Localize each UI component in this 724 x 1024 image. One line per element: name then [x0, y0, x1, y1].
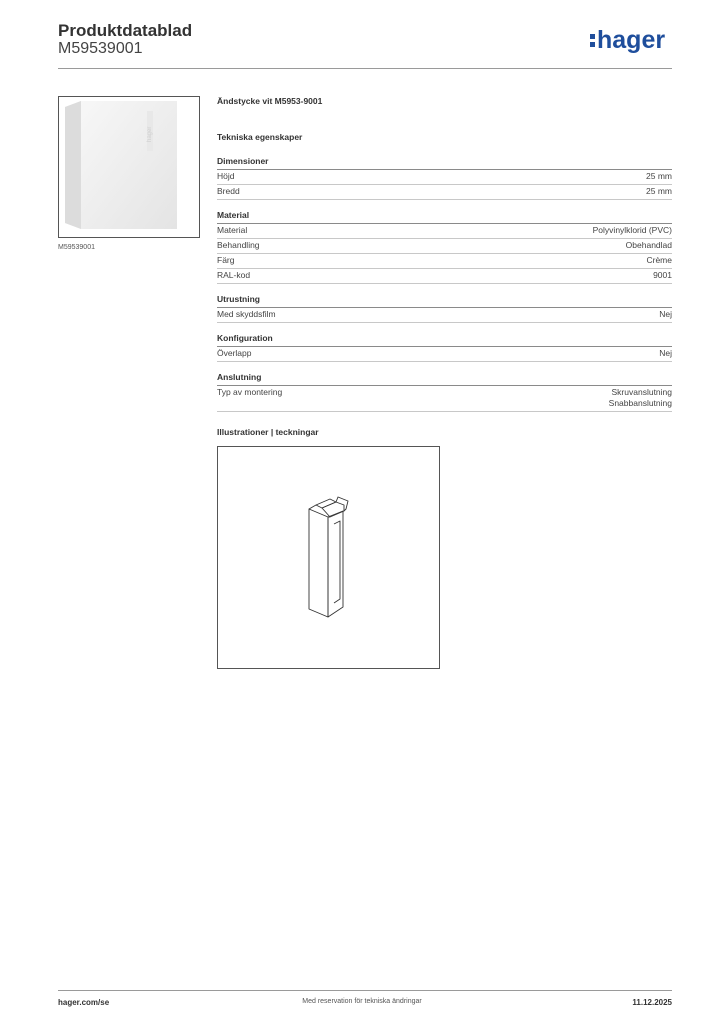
product-number: M59539001: [58, 40, 143, 57]
spec-row: [217, 254, 672, 269]
spec-value: [659, 348, 672, 359]
spec-value: [653, 270, 672, 281]
spec-row: [217, 224, 672, 239]
spec-column: [217, 96, 672, 412]
spec-value-line: Skruvanslutning: [611, 387, 672, 397]
spec-value-line: Nej: [659, 348, 672, 358]
product-image-caption: M59539001: [58, 244, 95, 251]
spec-label: Bredd: [217, 186, 240, 196]
spec-value: [609, 387, 672, 409]
spec-value: [593, 225, 672, 236]
footer-note: Med reservation för tekniska ändringar: [302, 998, 422, 1005]
illustration-drawing: [217, 446, 440, 669]
spec-value-line: Snabbanslutning: [608, 398, 672, 408]
spec-value-line: 9001: [653, 270, 672, 280]
footer-website[interactable]: hager.com/se: [58, 998, 110, 1007]
hager-logo: [590, 26, 665, 55]
spec-row: [217, 185, 672, 200]
spec-value: [646, 171, 672, 182]
spec-section: [217, 372, 672, 412]
footer-date: 11.12.2025: [632, 998, 672, 1007]
end-cap-drawing-icon: [218, 447, 439, 668]
product-image: [58, 96, 200, 238]
spec-row: [217, 239, 672, 254]
footer-divider: [58, 990, 672, 991]
tech-properties-heading: Tekniska egenskaper: [217, 132, 303, 142]
spec-section: [217, 156, 672, 200]
page-title: Produktdatablad: [58, 21, 193, 40]
spec-label: Typ av montering: [217, 387, 283, 397]
svg-text:hager: hager: [147, 126, 153, 142]
spec-label: Med skyddsfilm: [217, 309, 276, 319]
spec-value-line: 25 mm: [646, 186, 672, 196]
spec-section: [217, 210, 672, 284]
spec-value-line: 25 mm: [646, 171, 672, 181]
spec-row: [217, 269, 672, 284]
spec-value: [646, 255, 672, 266]
spec-value-line: Nej: [659, 309, 672, 319]
spec-label: Överlapp: [217, 348, 252, 358]
product-name: Ändstycke vit M5953-9001: [217, 96, 323, 106]
spec-row: [217, 308, 672, 323]
spec-section-title: Anslutning: [217, 372, 672, 386]
spec-label: Behandling: [217, 240, 260, 250]
spec-section-title: Konfiguration: [217, 333, 672, 347]
product-image-icon: [59, 97, 199, 237]
spec-value: [626, 240, 672, 251]
spec-row: [217, 170, 672, 185]
logo-colon-icon: [590, 31, 595, 50]
spec-label: Material: [217, 225, 248, 235]
spec-label: Höjd: [217, 171, 235, 181]
spec-section-title: Material: [217, 210, 672, 224]
spec-label: RAL-kod: [217, 270, 251, 280]
spec-value-line: Crème: [646, 255, 672, 265]
header-divider: [58, 68, 672, 69]
spec-value-line: Polyvinylklorid (PVC): [592, 225, 672, 235]
spec-section: [217, 294, 672, 323]
logo-text: hager: [597, 26, 666, 54]
spec-row: [217, 347, 672, 362]
spec-section-title: Utrustning: [217, 294, 672, 308]
spec-value: [646, 186, 672, 197]
illustrations-heading: Illustrationer | teckningar: [217, 427, 319, 437]
spec-label: Färg: [217, 255, 235, 265]
spec-row: [217, 386, 672, 412]
spec-value-line: Obehandlad: [625, 240, 672, 250]
spec-sections: [217, 156, 672, 412]
spec-section: [217, 333, 672, 362]
spec-value: [659, 309, 672, 320]
spec-section-title: Dimensioner: [217, 156, 672, 170]
